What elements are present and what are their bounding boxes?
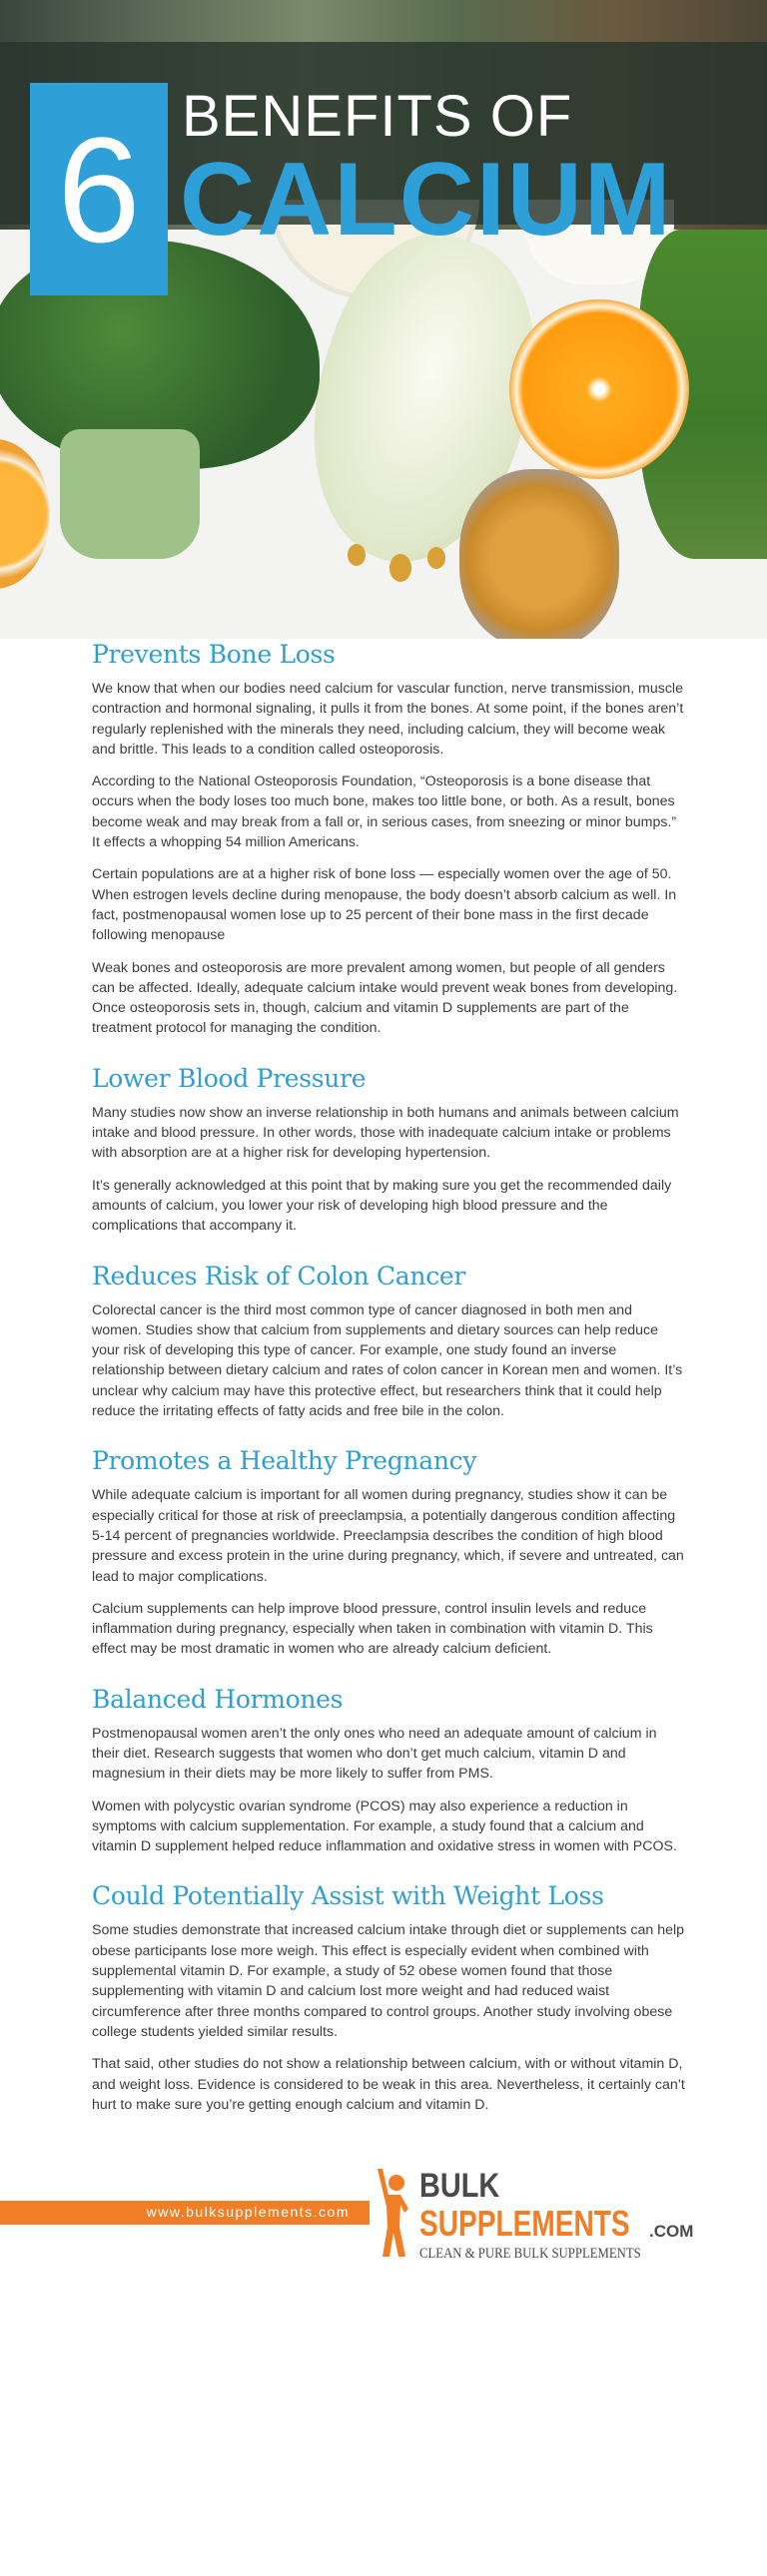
paragraph: We know that when our bodies need calcium for vascular function, nerve transmission, muscle contraction and hormonal signaling, it pulls it from the bones. At some point, if the bones aren’t regularly replenished with the minerals they need, including calcium, they will become weak and brittle. This leads to a condition called osteoporosis.: [92, 681, 684, 758]
raisin-image: [427, 547, 445, 569]
paragraph: Weak bones and osteoporosis are more prevalent among women, but people of all genders can be affected. Ideally, adequate calcium intake would prevent weak bones from developing. Once osteoporosis sets in, though, calcium and vitamin D supplements are part of the treatment protocol for managing the condition.: [92, 959, 678, 1037]
paragraph: Women with polycystic ovarian syndrome (PCOS) may also experience a reduction in symptoms with calcium supplementation. For example, a study found that a calcium and vitamin D supplement helped reduce inflammation and oxidative stress in women with PCOS.: [92, 1798, 677, 1855]
raisin-image: [348, 544, 366, 566]
section-bone-loss: [92, 639, 685, 1039]
footer: [0, 2139, 767, 2290]
website-link[interactable]: www.bulksupplements.com: [146, 2204, 350, 2221]
paragraph: While adequate calcium is important for all women during pregnancy, studies show it can be especially critical for those at risk of preeclampsia, a potentially dangerous condition affecting 5-14 percent of pregnancies worldwide. Preeclampsia describes the condition of high blood pressure and excess protein in the urine during pregnancy, which, if severe and untreated, can lead to major complications.: [92, 1487, 684, 1585]
article-content: [0, 639, 767, 2115]
raisin-image: [389, 554, 411, 582]
section-heading: Prevents Bone Loss: [92, 640, 336, 669]
section-heading: Reduces Risk of Colon Cancer: [92, 1261, 466, 1290]
logo-supplements: SUPPLEMENTS: [419, 2203, 630, 2245]
logo-tagline: CLEAN & PURE BULK SUPPLEMENTS: [419, 2246, 641, 2263]
logo-com: .COM: [649, 2222, 694, 2242]
page-title: CALCIUM: [180, 142, 673, 258]
number-badge: 6: [30, 83, 168, 295]
url-bar: [0, 2201, 370, 2225]
section-heading: Could Potentially Assist with Weight Loss: [92, 1881, 604, 1911]
section-heading: Promotes a Healthy Pregnancy: [92, 1446, 477, 1476]
title-top: BENEFITS OF: [182, 84, 573, 149]
logo-bulk: BULK: [419, 2167, 500, 2206]
orange-half-image: [509, 299, 689, 479]
section-colon-cancer: [92, 1261, 685, 1422]
person-raising-arm-icon: [375, 2169, 414, 2259]
section-heading: Balanced Hormones: [92, 1684, 344, 1714]
section-blood-pressure: [92, 1063, 685, 1237]
raisin-bowl-image: [459, 469, 619, 639]
orange-left-image: [0, 439, 50, 589]
paragraph: Some studies demonstrate that increased calcium intake through diet or supplements can help obese participants lose more weigh. This effect is especially evident when combined with supplemental vitamin D. For example, a study of 52 obese women found that those supplementing with vitamin D and calcium lost more weight and had reduced waist circumference after three months compared to control groups. Another study involving obese college students yielded similar results.: [92, 1922, 685, 2040]
paragraph: Certain populations are at a higher risk of bone loss — especially women over the age of 50. When estrogen levels decline during menopause, the body doesn’t absorb calcium as well. In fact, postmenopausal women lose up to 25 percent of their bone mass in the first decade following menopause: [92, 866, 677, 944]
paragraph: According to the National Osteoporosis Foundation, “Osteoporosis is a bone disease that occurs when the body loses too much bone, makes too little bone, or both. As a result, bones become weak and may break from a fall or, in serious cases, from sneezing or minor bumps.” It effects a whopping 54 million Americans.: [92, 773, 677, 851]
paragraph: It’s generally acknowledged at this point that by making sure you get the recommended daily amounts of calcium, you lower your risk of developing high blood pressure and the complications that accompany it.: [92, 1177, 672, 1235]
hero-image: [0, 0, 767, 639]
section-weight-loss: [92, 1880, 685, 2115]
paragraph: Postmenopausal women aren’t the only ones who need an adequate amount of calcium in their diet. Research suggests that women who don’t get much calcium, vitamin D and magnesium in their diets may be more likely to suffer from PMS.: [92, 1725, 657, 1783]
section-hormones: [92, 1684, 685, 1857]
section-heading: Lower Blood Pressure: [92, 1063, 367, 1093]
paragraph: That said, other studies do not show a relationship between calcium, with or without vitamin D, and weight loss. Evidence is considered to be weak in this area. Nevertheless, it certainly can’t hurt to make sure you’re getting enough calcium and vitamin D.: [92, 2056, 685, 2113]
paragraph: Many studies now show an inverse relationship in both humans and animals between calcium intake and blood pressure. In other words, those with inadequate calcium intake or problems with absorption are at a higher risk for developing hypertension.: [92, 1104, 679, 1162]
section-pregnancy: [92, 1445, 685, 1659]
paragraph: Calcium supplements can help improve blood pressure, control insulin levels and reduce inflammation during pregnancy, especially when taken in combination with vitamin D. This effect may be most dramatic in women who are already calcium deficient.: [92, 1600, 653, 1658]
paragraph: Colorectal cancer is the third most common type of cancer diagnosed in both men and women. Studies show that calcium from supplements and dietary sources can help reduce your risk of developing this type of cancer. For example, one study found an inverse relationship between dietary calcium and rates of colon cancer in Korean men and women. It’s unclear why calcium may have this protective effect, but researchers think that it could help reduce the irritating effects of fatty acids and free bile in the colon.: [92, 1301, 683, 1420]
broccoli-stem-image: [60, 429, 200, 559]
